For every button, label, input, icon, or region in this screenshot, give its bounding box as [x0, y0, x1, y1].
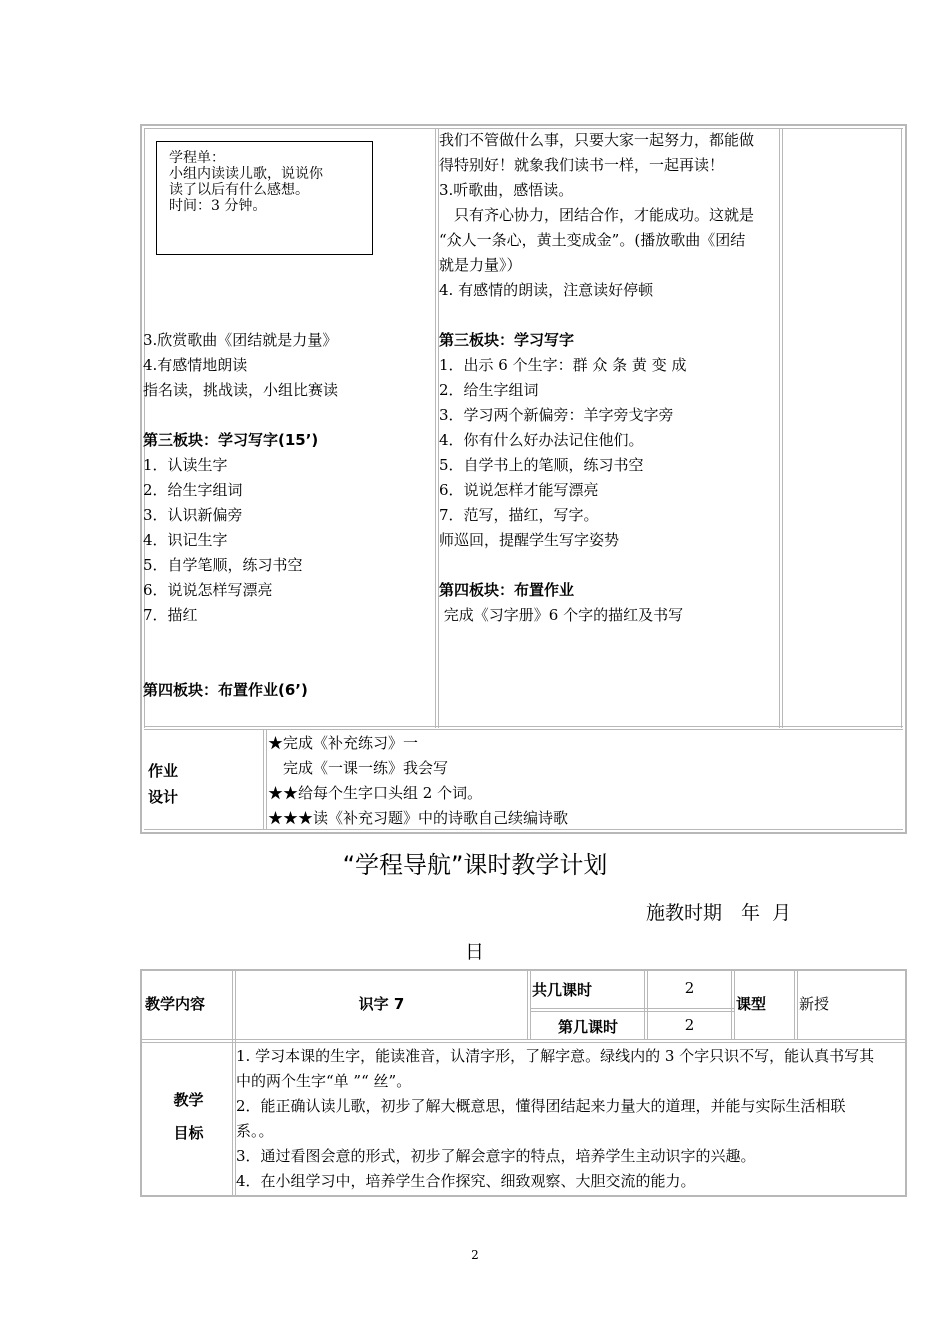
goals-label: 教学 目标 — [173, 1091, 204, 1142]
teach-period-day: 日 — [465, 941, 485, 963]
middle-column-line: 1．出示 6 个生字：群 众 条 黄 变 成 — [439, 356, 687, 374]
total-lessons-label: 共几课时 — [532, 981, 593, 999]
goal-line: 系。。 — [236, 1122, 274, 1140]
middle-column-line: 2．给生字组词 — [439, 381, 539, 399]
goal-line: 4．在小组学习中，培养学生合作探究、细致观察、大胆交流的能力。 — [236, 1172, 696, 1190]
middle-column-line: 第三板块：学习写字 — [439, 331, 575, 349]
middle-column-line: 就是力量》） — [439, 256, 522, 274]
middle-column-line: 只有齐心协力，团结合作，才能成功。这就是 — [439, 206, 755, 224]
middle-column-line: 第四板块：布置作业 — [439, 581, 575, 599]
lesson-type-value: 新授 — [799, 995, 830, 1013]
middle-column-line: 7．范写，描红，写字。 — [439, 506, 599, 524]
page-number: 2 — [471, 1248, 479, 1262]
middle-column-line: 4．你有什么好办法记住他们。 — [439, 431, 644, 449]
left-column-line: 5．自学笔顺，练习书空 — [143, 556, 303, 574]
homework-line: ★★给每个生字口头组 2 个词。 — [268, 784, 483, 802]
middle-column-line: 3.听歌曲，感悟读。 — [439, 181, 574, 199]
middle-column-line: 3．学习两个新偏旁：羊字旁戈字旁 — [439, 406, 674, 424]
left-column-line: 3.欣赏歌曲《团结就是力量》 — [143, 331, 338, 349]
middle-column-line: 4. 有感情的朗读，注意读好停顿 — [439, 281, 654, 299]
middle-column-line: 得特别好！就象我们读书一样，一起再读！ — [439, 156, 725, 174]
goal-line: 1. 学习本课的生字，能读准音，认清字形，了解字意。绿线内的 3 个字只识不写，能认真书写其 — [236, 1047, 875, 1065]
left-column-line: 3．认识新偏旁 — [143, 506, 243, 524]
left-column-line: 2．给生字组词 — [143, 481, 243, 499]
worksheet-line: 时间：3 分钟。 — [169, 198, 267, 214]
homework-line: 完成《一课一练》我会写 — [268, 759, 449, 777]
left-column-line: 第三板块：学习写字(15’) — [143, 431, 319, 449]
middle-column-line: 6．说说怎样才能写漂亮 — [439, 481, 599, 499]
total-lessons-value: 2 — [684, 979, 695, 997]
left-column-line: 7．描红 — [143, 606, 198, 624]
homework-line: ★★★读《补充习题》中的诗歌自己续编诗歌 — [268, 809, 569, 827]
goal-line: 2．能正确认读儿歌，初步了解大概意思，懂得团结起来力量大的道理，并能与实际生活相联 — [236, 1097, 846, 1115]
middle-column-line: “众人一条心，黄土变成金”。(播放歌曲《团结 — [439, 231, 746, 249]
worksheet-box — [156, 141, 373, 255]
middle-column-line: 5．自学书上的笔顺，练习书空 — [439, 456, 644, 474]
teach-period: 施教时期 年 月 — [646, 902, 792, 924]
homework-line: ★完成《补充练习》一 — [268, 734, 419, 752]
left-column-line: 指名读，挑战读，小组比赛读 — [143, 381, 339, 399]
worksheet-line: 读了以后有什么感想。 — [169, 182, 309, 198]
lesson-type-label: 课型 — [736, 995, 767, 1013]
worksheet-line: 小组内读读儿歌，说说你 — [169, 166, 323, 182]
left-column-line: 4．识记生字 — [143, 531, 228, 549]
goal-line: 3．通过看图会意的形式，初步了解会意字的特点，培养学生主动识字的兴趣。 — [236, 1147, 756, 1165]
content-label: 教学内容 — [145, 995, 206, 1013]
homework-label: 作业 设计 — [148, 762, 179, 806]
content-value: 识字 7 — [358, 995, 405, 1013]
left-column-line: 4.有感情地朗读 — [143, 356, 248, 374]
middle-column-line: 我们不管做什么事，只要大家一起努力，都能做 — [439, 131, 755, 149]
left-column-line: 6．说说怎样写漂亮 — [143, 581, 273, 599]
goal-line: 中的两个生字“单 ”“ 丝”。 — [236, 1072, 412, 1090]
lesson-num-label: 第几课时 — [557, 1018, 618, 1036]
middle-column-line: 完成《习字册》6 个字的描红及书写 — [439, 606, 684, 624]
plan-title: “学程导航”课时教学计划 — [342, 851, 608, 879]
middle-column-line: 师巡回，提醒学生写字姿势 — [439, 531, 620, 549]
lesson-num-value: 2 — [684, 1016, 695, 1034]
left-column-line: 1．认读生字 — [143, 456, 228, 474]
worksheet-line: 学程单： — [169, 150, 225, 166]
left-column-line: 第四板块：布置作业(6’) — [143, 681, 308, 699]
